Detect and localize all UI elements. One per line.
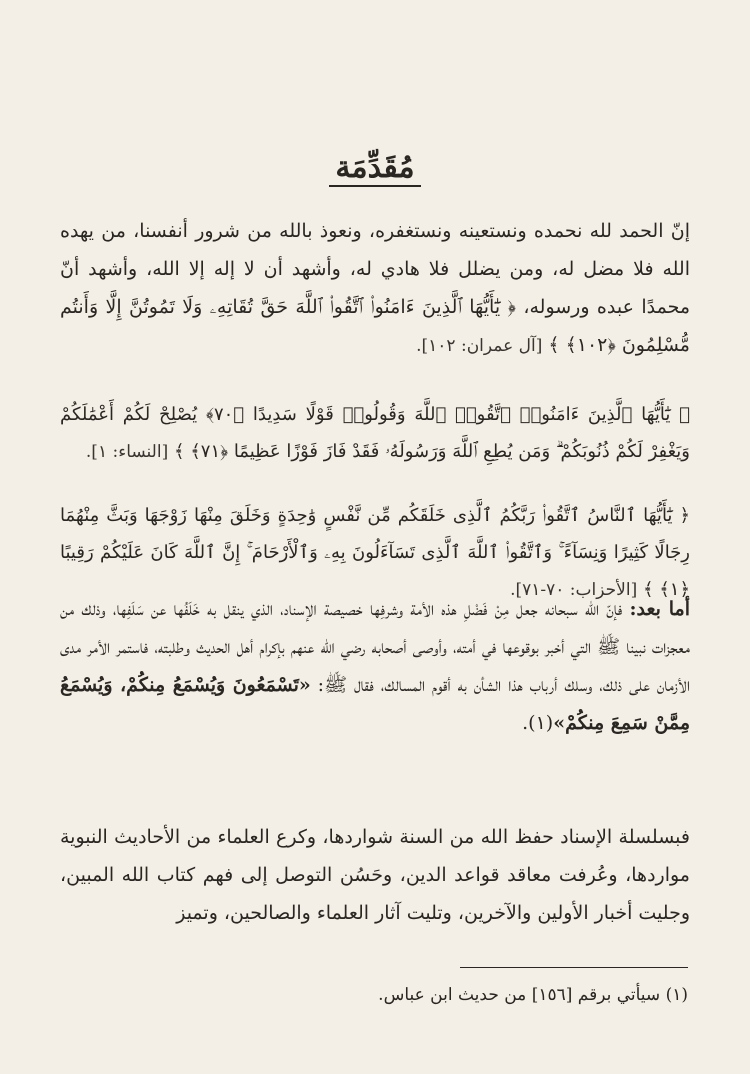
- page-title: [0, 150, 750, 187]
- paragraph-lead: أما بعد:: [629, 598, 690, 620]
- ayah-3-ref: [الأحزاب: ٧٠-٧١].: [510, 580, 638, 600]
- ayah-2-ref: [النساء: ١].: [85, 442, 169, 462]
- footnote-divider: [460, 967, 688, 968]
- ayah-2-text: ﴿ يَٰٓأَيُّهَا ٱلَّذِينَ ءَامَنُوا۟ ٱتَّقُوا۟ ٱللَّهَ وَقُولُوا۟ قَوْلًا سَدِيدًا ﴿٧٠﴾ يُصْلِحْ لَكُمْ أَعْمَٰلَكُمْ وَيَغْفِرْ لَكُمْ ذُنُوبَكُمْ ۗ وَمَن يُطِعِ ٱللَّهَ وَرَسُولَهُۥ فَقَدْ فَازَ فَوْزًا عَظِيمًا ﴿٧١﴾ ﴾: [60, 404, 690, 462]
- ayah-3-text: ﴿ يَٰٓأَيُّهَا ٱلنَّاسُ ٱتَّقُوا۟ رَبَّكُمُ ٱلَّذِى خَلَقَكُم مِّن نَّفْسٍ وَٰحِدَةٍ وَخَلَقَ مِنْهَا زَوْجَهَا وَبَثَّ مِنْهُمَا رِجَالًا كَثِيرًا وَنِسَآءً ۚ وَٱتَّقُوا۟ ٱللَّهَ ٱلَّذِى تَسَآءَلُونَ بِهِۦ وَٱلْأَرْحَامَ ۚ إِنَّ ٱللَّهَ كَانَ عَلَيْكُمْ رَقِيبًا ﴿١﴾ ﴾: [60, 505, 690, 600]
- isnad-paragraph: [60, 818, 690, 932]
- main-paragraph: [60, 590, 690, 742]
- isnad-text: فبسلسلة الإسناد حفظ الله من السنة شواردها، وكرع العلماء من الأحاديث النبوية مواردها، وعُرفت معاقد قواعد الدين، وحَسُن التوصل إلى فهم كتاب الله المبين، وجليت أخبار الأولين والآخرين، وتليت آثار العلماء والصالحين، وتميز: [60, 826, 690, 924]
- intro-ayah-ref: [آل عمران: ١٠٢].: [416, 336, 543, 356]
- intro-ayah: ﴿ يَٰٓأَيُّهَا ٱلَّذِينَ ءَامَنُوا۟ ٱتَّقُوا۟ ٱللَّهَ حَقَّ تُقَاتِهِۦ وَلَا تَمُوتُنَّ إِلَّا وَأَنتُم مُّسْلِمُونَ ﴿١٠٢﴾ ﴾: [60, 296, 690, 356]
- paragraph-text: فإنّ الله سبحانه جعل مِنْ فَضْلِ هذه الأمة وشرفِها خصيصة الإسناد، الذي ينقل به خَلَفُها عن سَلَفِها، وذلك من معجزات نبينا ﷺ التي أخبر بوقوعها في أمته، وأوصى أصحابه رضي الله عنهم بإكرام أهل الحديث وطلبته، فاستمر الأمر مدى الأزمان على ذلك، وسلك أرباب هذا الشأن به أقوم المسالك، فقال ﷺ:: [60, 598, 690, 696]
- hadith-quote: «تَسْمَعُونَ وَيُسْمَعُ مِنكُمْ، وَيُسْمَعُ مِمَّنْ سَمِعَ مِنكُمْ»: [60, 674, 690, 734]
- intro-paragraph: [60, 212, 690, 365]
- footnote-marker: (١).: [522, 712, 554, 734]
- intro-text: إنّ الحمد لله نحمده ونستعينه ونستغفره، ونعوذ بالله من شرور أنفسنا، من يهده الله فلا مضل له، ومن يضلل فلا هادي له، وأشهد أن لا إله إلا الله، وأشهد أنّ محمدًا عبده ورسوله،: [60, 220, 691, 318]
- ayah-block-2: [60, 396, 690, 471]
- title-ornament: مُقَدِّمَة: [329, 150, 420, 187]
- footnote: (١) سيأتي برقم [١٥٦] من حديث ابن عباس.: [378, 985, 688, 1005]
